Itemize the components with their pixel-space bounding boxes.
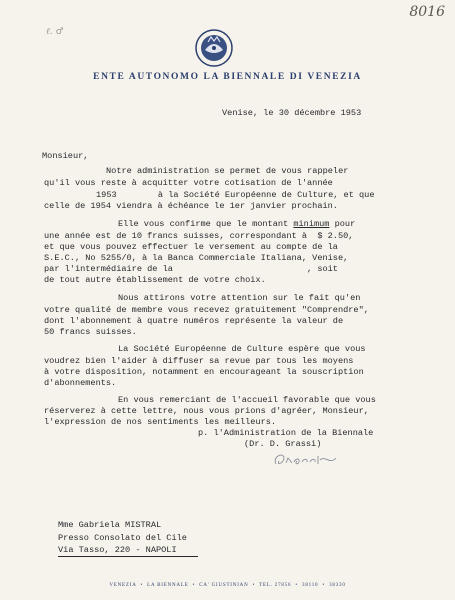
p2-line bbox=[118, 219, 355, 230]
footer: VENEZIA • LA BIENNALE • CA' GIUSTINIAN • TEL. 27856 • 38110 • 38330 bbox=[109, 583, 346, 588]
p4-line: La Société Européenne de Culture espère que vous bbox=[118, 344, 366, 354]
address-line: Via Tasso, 220 - NAPOLI bbox=[58, 545, 177, 555]
signature-line: p. l'Administration de la Biennale bbox=[198, 428, 374, 438]
p2-line: par l'intermédiaire de la , soit bbox=[44, 264, 338, 274]
p2-line: de tout autre établissement de votre choix. bbox=[44, 275, 266, 285]
p1-line: celle de 1954 viendra à échéance le 1er janvier prochain. bbox=[44, 201, 338, 211]
archive-number: 8016 bbox=[409, 4, 445, 20]
salutation: Monsieur, bbox=[42, 151, 89, 161]
address-underline bbox=[58, 556, 198, 557]
p1-line: 1953 à la Société Européenne de Culture, et que bbox=[96, 190, 375, 200]
p1-line: qu'il vous reste à acquitter votre cotisation de l'année bbox=[44, 178, 333, 188]
p3-line: Nous attirons votre attention sur le fait qu'en bbox=[118, 293, 361, 303]
p5-line: réserverez à cette lettre, nous vous prions d'agréer, Monsieur, bbox=[44, 406, 369, 416]
p2-line: S.E.C., No 5255/0, à la Banca Commerciale Italiana, Venise, bbox=[44, 253, 349, 263]
p3-line: 50 francs suisses. bbox=[44, 327, 137, 337]
handwritten-signature bbox=[270, 450, 340, 472]
letterhead: ENTE AUTONOMO LA BIENNALE DI VENEZIA bbox=[93, 72, 362, 82]
p1-line: Notre administration se permet de vous rappeler bbox=[106, 166, 349, 176]
p2-text: Elle vous confirme que le montant bbox=[118, 219, 294, 229]
p4-line: d'abonnements. bbox=[44, 378, 117, 388]
p2-text: pour bbox=[329, 219, 356, 229]
biennale-emblem-icon bbox=[194, 28, 234, 68]
address-line: Mme Gabriela MISTRAL bbox=[58, 520, 162, 530]
pencil-note: ℓ. ♂ bbox=[46, 27, 64, 37]
p3-line: votre qualité de membre vous recevez gratuitement "Comprendre", bbox=[44, 305, 369, 315]
p2-line: et que vous pouvez effectuer le versement au compte de la bbox=[44, 242, 338, 252]
p2-line: une année est de 10 francs suisses, correspondant à $ 2.50, bbox=[44, 231, 354, 241]
p5-line: En vous remerciant de l'accueil favorable que vous bbox=[118, 395, 376, 405]
signature-name: (Dr. D. Grassi) bbox=[244, 439, 322, 449]
minimum-emphasis: minimum bbox=[293, 219, 330, 229]
p3-line: dont l'abonnement à quatre numéros représente la valeur de bbox=[44, 316, 344, 326]
p4-line: voudrez bien l'aider à diffuser sa revue par tous les moyens bbox=[44, 356, 354, 366]
p4-line: à votre disposition, notamment en encourageant la souscription bbox=[44, 367, 364, 377]
p5-line: l'expression de nos sentiments les meilleurs. bbox=[44, 417, 277, 427]
address-line: Presso Consolato del Cile bbox=[58, 533, 187, 543]
date-line: Venise, le 30 décembre 1953 bbox=[222, 108, 362, 118]
